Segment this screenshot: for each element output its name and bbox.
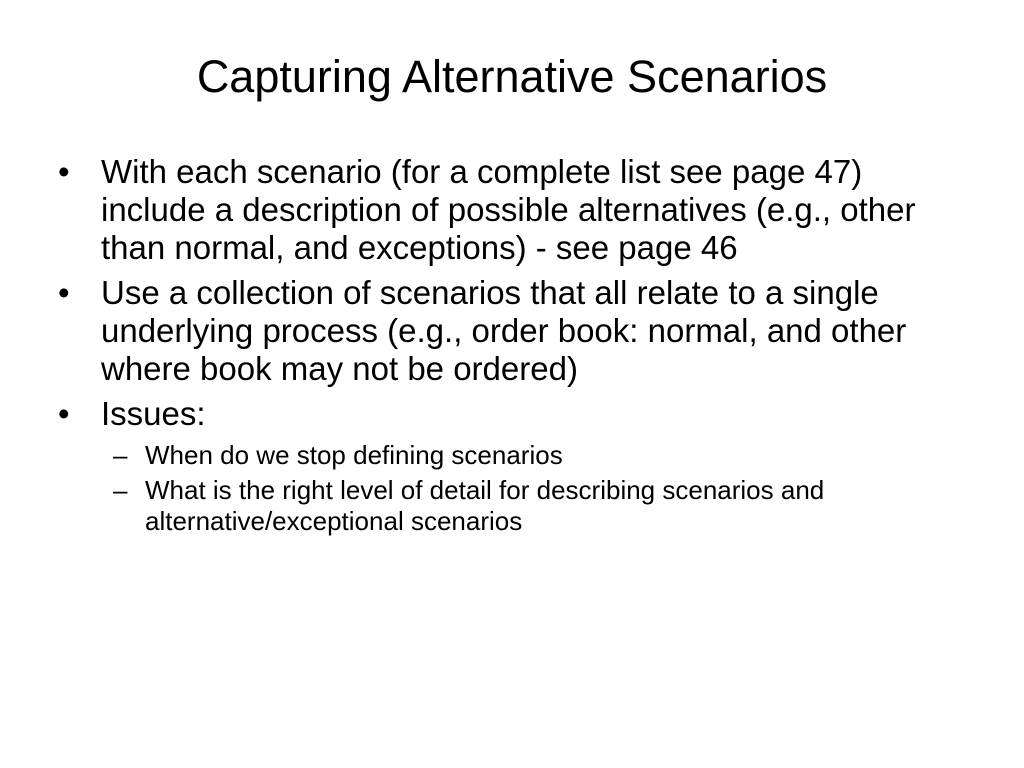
sub-bullet-text: What is the right level of detail for describing scenarios and alternative/exceptional scenarios <box>145 475 825 536</box>
slide-title: Capturing Alternative Scenarios <box>196 51 828 102</box>
bullet-item <box>58 395 968 433</box>
bullet-marker: • <box>58 395 70 432</box>
sub-bullet-marker: – <box>113 475 128 505</box>
bullet-text: With each scenario (for a complete list see page 47) include a description of possible alternatives (e.g., other than normal, and exceptions) - see page 46 <box>101 153 916 266</box>
slide-body <box>58 153 968 541</box>
sub-bullet-list <box>58 440 968 537</box>
sub-bullet-item <box>58 440 968 471</box>
sub-bullet-item <box>58 475 968 537</box>
bullet-marker: • <box>58 274 70 311</box>
bullet-text: Use a collection of scenarios that all relate to a single underlying process (e.g., order book: normal, and other where book may not be ordered) <box>101 274 907 387</box>
sub-bullet-text: When do we stop defining scenarios <box>145 440 563 470</box>
sub-bullet-marker: – <box>113 440 128 470</box>
bullet-item <box>58 153 968 267</box>
bullet-text: Issues: <box>101 395 206 432</box>
bullet-marker: • <box>58 153 70 190</box>
bullet-item <box>58 274 968 388</box>
